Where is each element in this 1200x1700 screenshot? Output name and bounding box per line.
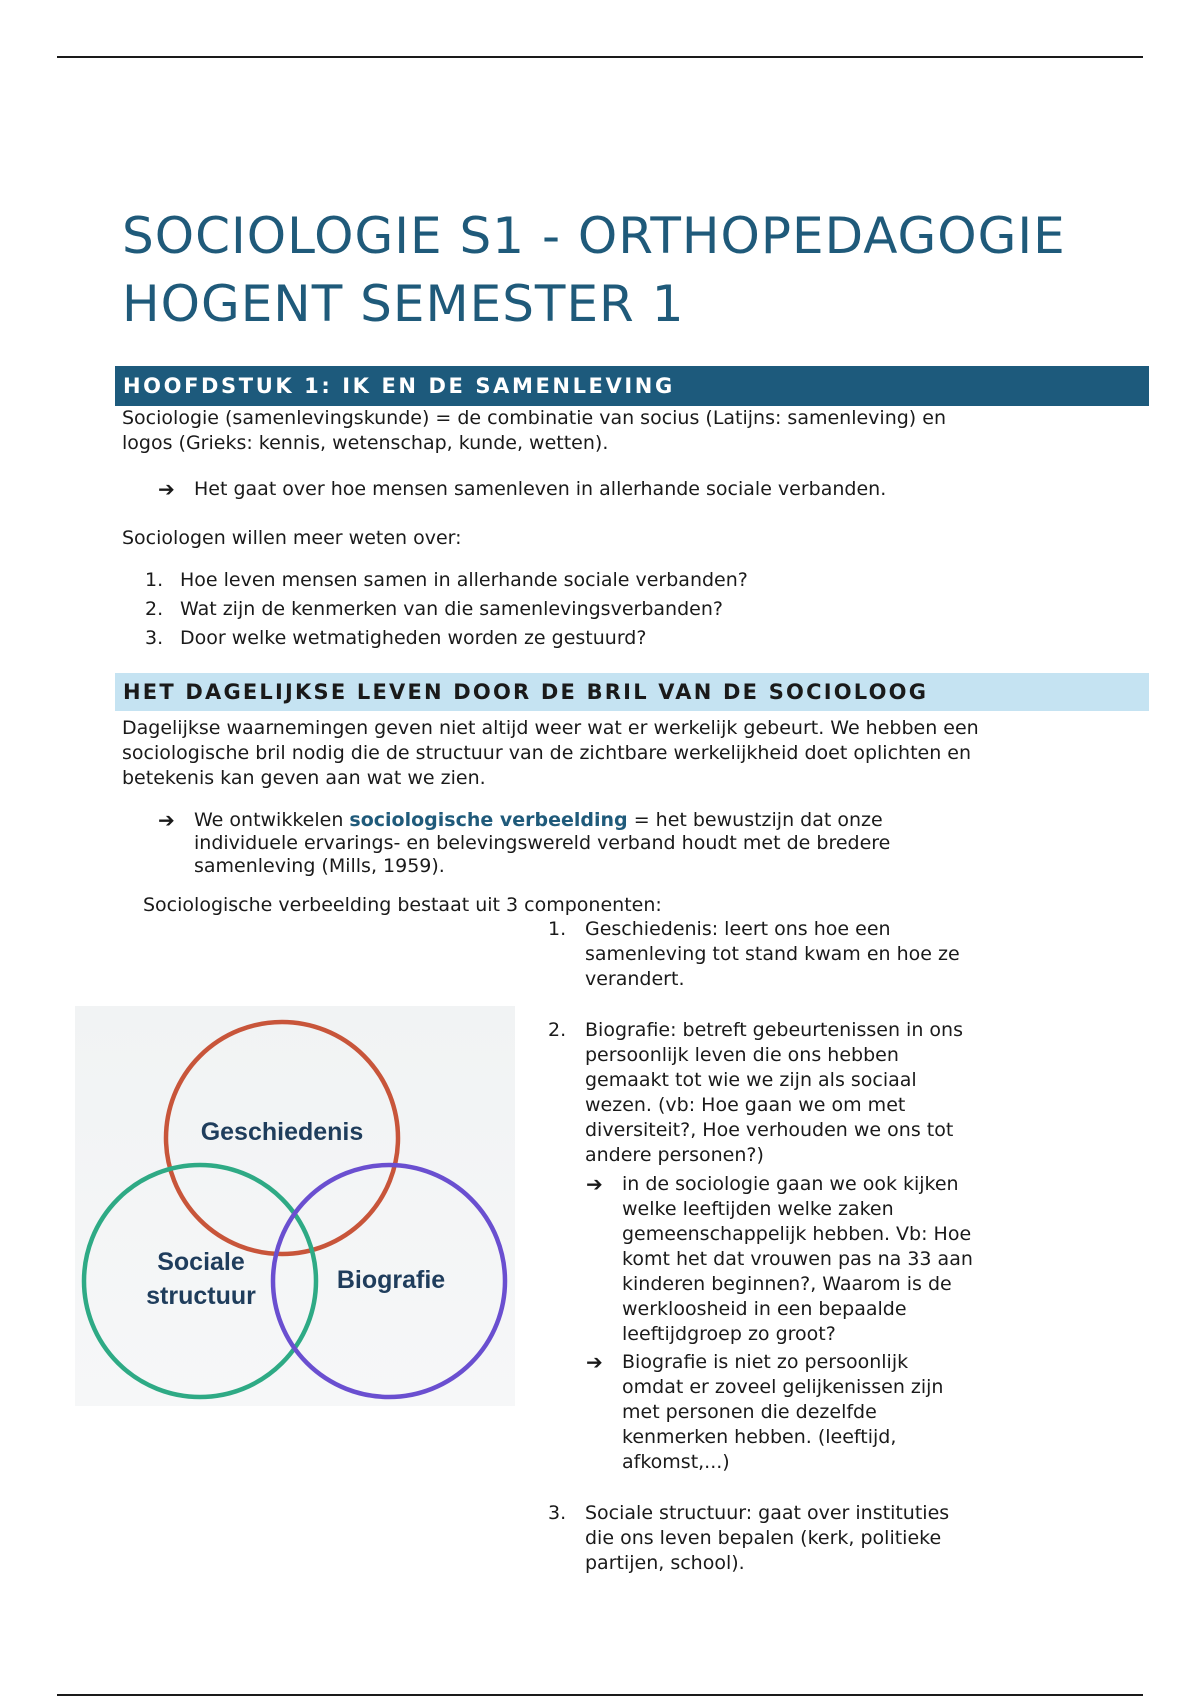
text-line: Geschiedenis: leert ons hoe een (585, 918, 891, 940)
title-line-2: HOGENT SEMESTER 1 (122, 275, 685, 333)
text-line: met personen die dezelfde (622, 1401, 877, 1423)
text-line: Biografie: betreft gebeurtenissen in ons (585, 1019, 963, 1041)
subpoint-text (622, 1350, 943, 1475)
list-item (145, 566, 945, 595)
venn-diagram (75, 1006, 515, 1406)
text-line: kinderen beginnen?, Waarom is de (622, 1273, 952, 1295)
label-structuur: structuur (146, 1282, 256, 1310)
label-geschiedenis: Geschiedenis (200, 1118, 364, 1146)
list-item (145, 595, 945, 624)
text-line: die ons leven bepalen (kerk, politieke (585, 1527, 942, 1549)
text-line: partijen, school). (585, 1552, 745, 1574)
venn-svg (75, 1006, 515, 1406)
title-line-1: SOCIOLOGIE S1 - ORTHOPEDAGOGIE (122, 207, 1066, 265)
list-text: Wat zijn de kenmerken van die samenlevingsverbanden? (180, 598, 723, 620)
components-lead: Sociologische verbeelding bestaat uit 3 componenten: (143, 894, 662, 916)
text-line: Sociale structuur: gaat over instituties (585, 1502, 950, 1524)
intro-line-2: logos (Grieks: kennis, wetenschap, kunde, wetten). (122, 432, 609, 454)
circle-sociale-structuur (84, 1165, 316, 1397)
component-item-2 (548, 1018, 1008, 1173)
chapter-heading: HOOFDSTUK 1: IK EN DE SAMENLEVING (115, 366, 1149, 406)
label-sociale: Sociale (157, 1248, 245, 1276)
component-item-3 (548, 1501, 1008, 1581)
section-heading: HET DAGELIJKSE LEVEN DOOR DE BRIL VAN DE SOCIOLOOG (115, 673, 1149, 711)
text-line: andere personen?) (585, 1144, 764, 1166)
text-line: in de sociologie gaan we ook kijken (622, 1173, 959, 1195)
sociologists-lead: Sociologen willen meer weten over: (122, 527, 462, 549)
highlight-term: sociologische verbeelding (349, 809, 628, 831)
intro-line-1: Sociologie (samenlevingskunde) = de combinatie van socius (Latijns: samenleving) en (122, 407, 946, 429)
text-line: persoonlijk leven die ons hebben (585, 1044, 899, 1066)
list-text: Door welke wetmatigheden worden ze gestuurd? (180, 627, 647, 649)
para-line-1: Dagelijkse waarnemingen geven niet altijd weer wat er werkelijk gebeurt. We hebben een (122, 717, 979, 739)
arrow-text-line-3: samenleving (Mills, 1959). (194, 855, 445, 877)
list-number: 3. (548, 1502, 567, 1524)
list-text (585, 917, 960, 992)
component-2-subpoint-2 (586, 1350, 1006, 1476)
text-line: samenleving tot stand kwam en hoe ze (585, 943, 960, 965)
para-line-2: sociologische bril nodig die de structuur van de zichtbare werkelijkheid doet oplichten en (122, 742, 972, 764)
arrow-icon: ➔ (586, 1350, 603, 1374)
arrow-point-samenleven (158, 478, 1058, 501)
text-line: afkomst,...) (622, 1451, 730, 1473)
text-line: Biografie is niet zo persoonlijk (622, 1351, 909, 1373)
text-line: verandert. (585, 968, 685, 990)
page-title (122, 202, 1066, 338)
text-line: gemeenschappelijk hebben. Vb: Hoe (622, 1223, 972, 1245)
text-line: omdat er zoveel gelijkenissen zijn (622, 1376, 944, 1398)
list-number: 2. (548, 1019, 567, 1041)
intro-paragraph (122, 406, 946, 456)
arrow-text-post: = het bewustzijn dat onze (627, 809, 883, 831)
text-line: diversiteit?, Hoe verhouden we ons tot (585, 1119, 954, 1141)
list-text (585, 1501, 949, 1576)
list-text: Hoe leven mensen samen in allerhande sociale verbanden? (180, 569, 748, 591)
arrow-point-text: Het gaat over hoe mensen samenleven in allerhande sociale verbanden. (194, 478, 887, 500)
list-number: 3. (145, 627, 164, 649)
daily-life-paragraph (122, 716, 979, 791)
bottom-rule (57, 1694, 1143, 1696)
text-line: kenmerken hebben. (leeftijd, (622, 1426, 897, 1448)
para-line-3: betekenis kan geven aan wat we zien. (122, 767, 486, 789)
arrow-icon: ➔ (158, 477, 175, 501)
list-number: 1. (145, 569, 164, 591)
top-rule (57, 56, 1143, 58)
arrow-icon: ➔ (158, 808, 175, 832)
list-number: 2. (145, 598, 164, 620)
text-line: welke leeftijden welke zaken (622, 1198, 894, 1220)
text-line: leeftijdgroep zo groot? (622, 1323, 836, 1345)
text-line: gemaakt tot wie we zijn als sociaal (585, 1069, 917, 1091)
list-text (585, 1018, 963, 1168)
text-line: komt het dat vrouwen pas na 33 aan (622, 1248, 973, 1270)
arrow-icon: ➔ (586, 1172, 603, 1196)
arrow-text-pre: We ontwikkelen (194, 809, 350, 831)
component-item-1 (548, 917, 1008, 997)
text-line: werkloosheid in een bepaalde (622, 1298, 907, 1320)
arrow-point-text (194, 809, 890, 878)
arrow-point-verbeelding (158, 809, 1058, 879)
label-biografie: Biografie (336, 1266, 446, 1294)
arrow-text-line-2: individuele ervarings- en belevingswereld verband houdt met de bredere (194, 832, 891, 854)
list-number: 1. (548, 918, 567, 940)
questions-list (145, 566, 945, 653)
subpoint-text (622, 1172, 973, 1347)
text-line: wezen. (vb: Hoe gaan we om met (585, 1094, 906, 1116)
component-2-subpoint-1 (586, 1172, 1006, 1348)
list-item (145, 624, 945, 653)
